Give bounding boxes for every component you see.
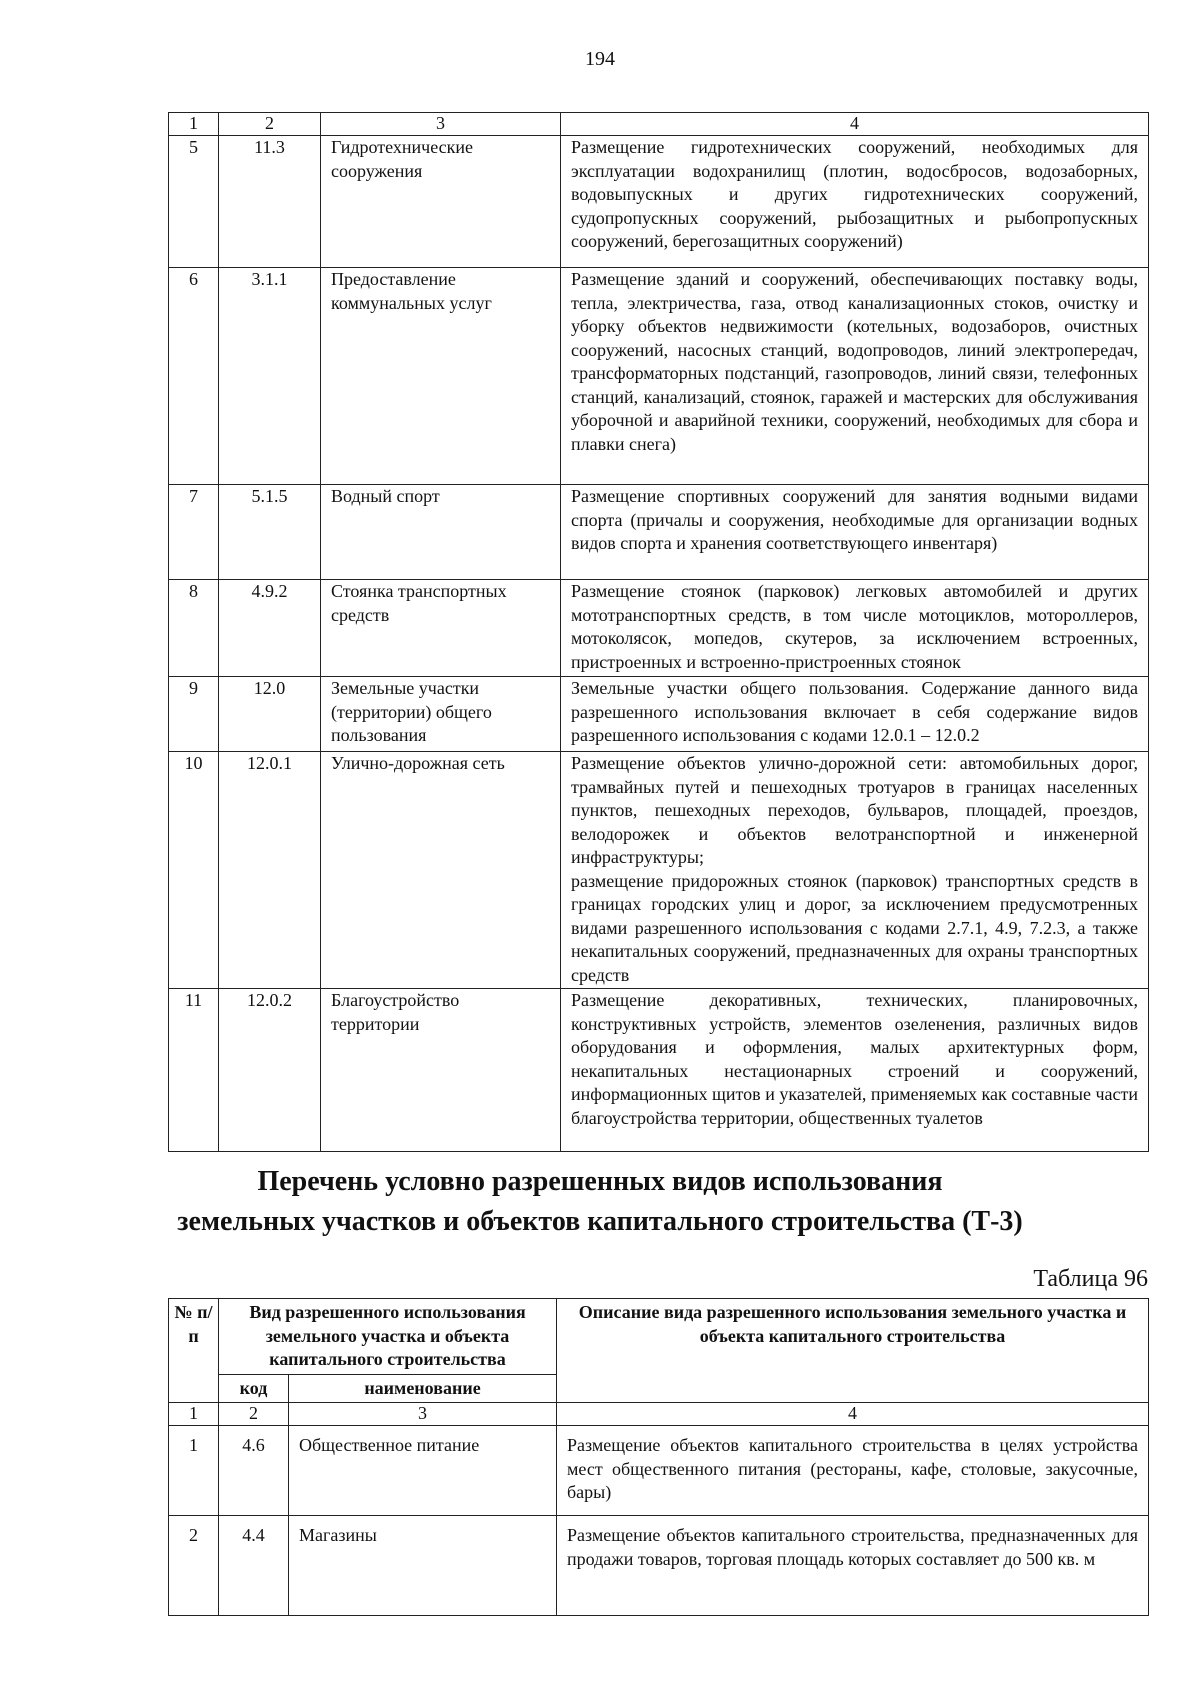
use-description: Размещение объектов капитального строительства, предназначенных для продажи товаров, торговая площадь которых составляет до 500 кв. м [557, 1516, 1149, 1616]
use-description: Размещение объектов капитального строительства в целях устройства мест общественного питания (рестораны, кафе, столовые, закусочные, бары) [557, 1426, 1149, 1516]
use-code: 4.4 [219, 1516, 289, 1616]
row-number: 6 [169, 268, 219, 485]
use-code: 5.1.5 [219, 485, 321, 580]
use-name: Благоустройство территории [321, 989, 561, 1152]
table-header-row [169, 1299, 1149, 1375]
use-code: 3.1.1 [219, 268, 321, 485]
use-code: 11.3 [219, 136, 321, 268]
header-number: № п/п [169, 1299, 219, 1403]
conditional-uses-table [168, 1298, 1149, 1616]
row-number: 1 [169, 1426, 219, 1516]
page-number: 194 [585, 48, 615, 70]
use-name: Земельные участки (территории) общего пользования [321, 677, 561, 752]
table-row [169, 752, 1149, 989]
use-name: Гидротехнические сооружения [321, 136, 561, 268]
column-number: 2 [219, 1403, 289, 1426]
section-heading-line: земельных участков и объектов капитального строительства (Т-3) [177, 1206, 1023, 1237]
row-number: 5 [169, 136, 219, 268]
use-description: Земельные участки общего пользования. Содержание данного вида разрешенного использования включает в себя содержание видов разрешенного использования с кодами 12.0.1 – 12.0.2 [561, 677, 1149, 752]
column-number: 2 [219, 113, 321, 136]
table-row [169, 485, 1149, 580]
column-number: 4 [561, 113, 1149, 136]
use-description-part: Размещение объектов улично-дорожной сети: автомобильных дорог, трамвайных путей и пешеходных тротуаров в границах населенных пунктов, пешеходных переходов, бульваров, площадей, проездов, велодорожек и объектов велотранспортной и инженерной инфраструктуры; [571, 753, 1138, 867]
section-heading [0, 1162, 1200, 1242]
row-number: 11 [169, 989, 219, 1152]
use-name: Стоянка транспортных средств [321, 580, 561, 677]
header-name: наименование [289, 1374, 557, 1403]
table-row [169, 1426, 1149, 1516]
table-row [169, 268, 1149, 485]
table-row [169, 580, 1149, 677]
header-use-type: Вид разрешенного использования земельного участка и объекта капитального строительства [219, 1299, 557, 1375]
column-number: 1 [169, 113, 219, 136]
use-description: Размещение зданий и сооружений, обеспечивающих поставку воды, тепла, электричества, газа, отвод канализационных стоков, очистку и уборку объектов недвижимости (котельных, водозаборов, очистных сооружений, насосных станций, водопроводов, линий электропередач, трансформаторных подстанций, газопроводов, линий связи, телефонных станций, канализаций, стоянок, гаражей и мастерских для обслуживания уборочной и аварийной техники, сооружений, необходимых для сбора и плавки снега) [561, 268, 1149, 485]
use-code: 12.0 [219, 677, 321, 752]
use-description: Размещение спортивных сооружений для занятия водными видами спорта (причалы и сооружения, необходимые для организации водных видов спорта и хранения соответствующего инвентаря) [561, 485, 1149, 580]
table-row [169, 1516, 1149, 1616]
use-code: 12.0.2 [219, 989, 321, 1152]
use-name: Магазины [289, 1516, 557, 1616]
use-name: Водный спорт [321, 485, 561, 580]
use-description: Размещение стоянок (парковок) легковых автомобилей и других мототранспортных средств, в том числе мотоциклов, мотороллеров, мотоколясок, мопедов, скутеров, за исключением встроенных, пристроенных и встроенно-пристроенных стоянок [561, 580, 1149, 677]
use-name: Улично-дорожная сеть [321, 752, 561, 989]
use-description [561, 752, 1149, 989]
use-code: 12.0.1 [219, 752, 321, 989]
table-row [169, 136, 1149, 268]
column-number: 3 [289, 1403, 557, 1426]
column-number: 3 [321, 113, 561, 136]
use-name: Предоставление коммунальных услуг [321, 268, 561, 485]
row-number: 2 [169, 1516, 219, 1616]
column-number-row [169, 1403, 1149, 1426]
use-code: 4.6 [219, 1426, 289, 1516]
column-number: 4 [557, 1403, 1149, 1426]
column-number: 1 [169, 1403, 219, 1426]
header-code: код [219, 1374, 289, 1403]
use-description-part: размещение придорожных стоянок (парковок) транспортных средств в границах городских улиц и дорог, за исключением предусмотренных видами разрешенного использования с кодами 2.7.1, 4.9, 7.2.3, а также некапитальных сооружений, предназначенных для охраны транспортных средств [571, 870, 1138, 985]
header-description: Описание вида разрешенного использования земельного участка и объекта капитального строительства [557, 1299, 1149, 1403]
table-row [169, 677, 1149, 752]
section-heading-line: Перечень условно разрешенных видов использования [257, 1166, 943, 1197]
use-code: 4.9.2 [219, 580, 321, 677]
use-name: Общественное питание [289, 1426, 557, 1516]
permitted-uses-table-continued [168, 112, 1149, 1152]
use-description: Размещение гидротехнических сооружений, необходимых для эксплуатации водохранилищ (плотин, водосбросов, водозаборных, водовыпускных и других гидротехнических сооружений, судопропускных сооружений, рыбозащитных и рыбопропускных сооружений, берегозащитных сооружений) [561, 136, 1149, 268]
table-caption: Таблица 96 [1033, 1266, 1148, 1292]
row-number: 10 [169, 752, 219, 989]
row-number: 7 [169, 485, 219, 580]
column-number-row [169, 113, 1149, 136]
table-row [169, 989, 1149, 1152]
row-number: 8 [169, 580, 219, 677]
use-description: Размещение декоративных, технических, планировочных, конструктивных устройств, элементов озеленения, различных видов оборудования и оформления, малых архитектурных форм, некапитальных нестационарных строений и сооружений, информационных щитов и указателей, применяемых как составные части благоустройства территории, общественных туалетов [561, 989, 1149, 1152]
row-number: 9 [169, 677, 219, 752]
